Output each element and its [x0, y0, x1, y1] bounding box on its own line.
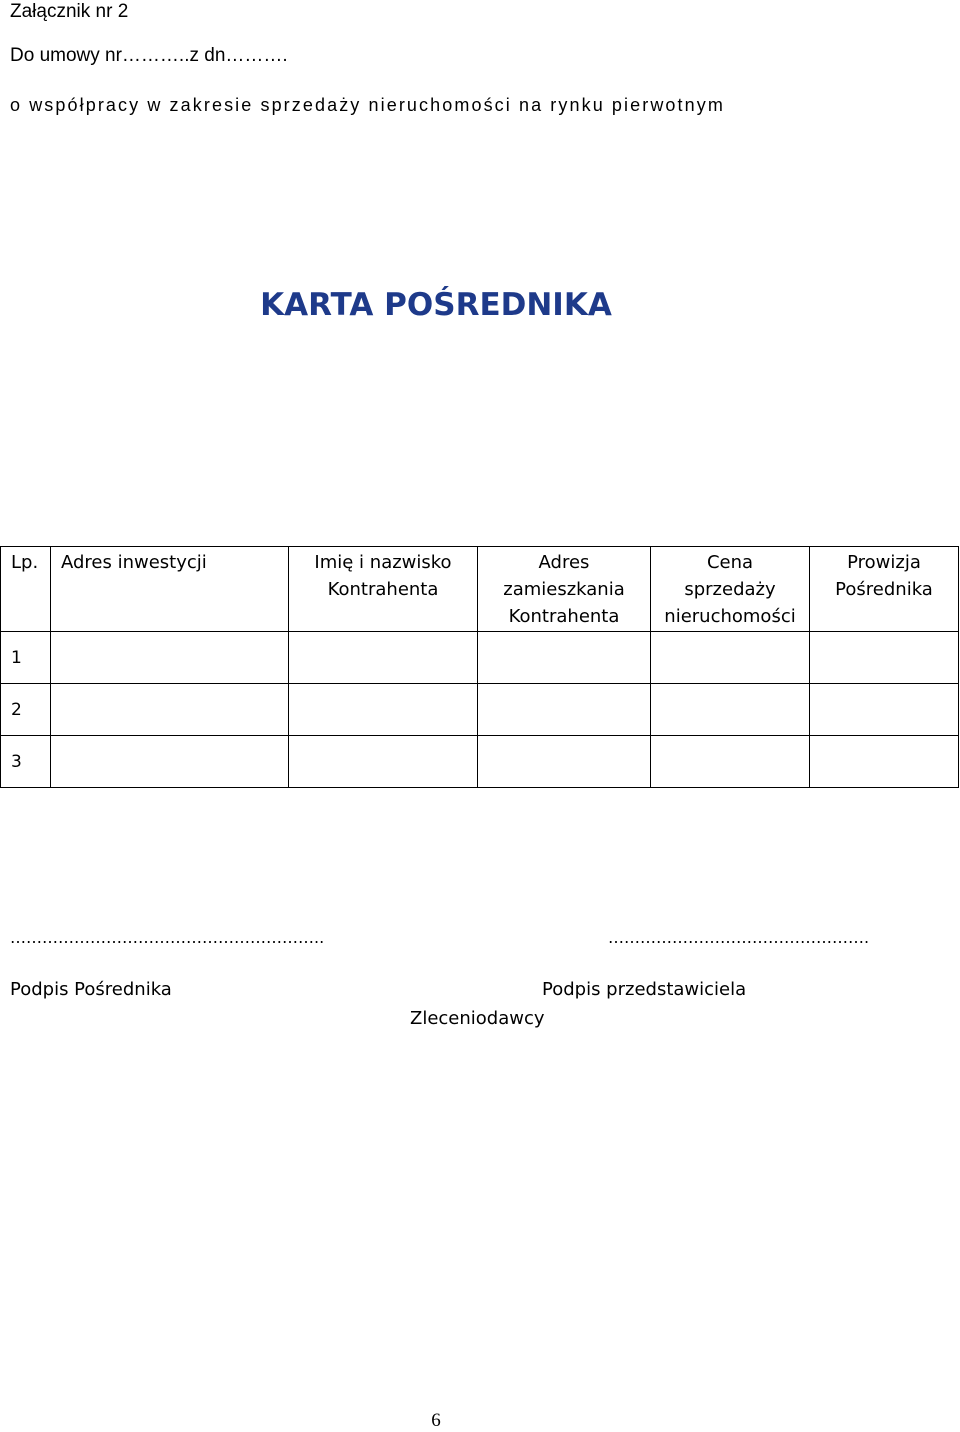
- col-header-contractor-name: [289, 547, 478, 632]
- table-row: [1, 632, 959, 684]
- table-header-row: [1, 547, 959, 632]
- cell-investment-address[interactable]: [51, 632, 289, 684]
- col-header-sale-price: [651, 547, 810, 632]
- col-header-contractor-name-line1: Imię i nazwisko: [314, 552, 452, 573]
- col-header-sale-price-line1: Cena: [706, 552, 754, 573]
- client-signature-label: Podpis przedstawiciela: [542, 979, 747, 1000]
- col-header-commission-line1: Prowizja: [847, 552, 921, 573]
- cell-contractor-name[interactable]: [289, 736, 478, 788]
- col-header-contractor-name-line2: Kontrahenta: [327, 579, 439, 600]
- annex-title: Załącznik nr 2: [10, 1, 129, 22]
- row-number: 3: [1, 736, 51, 788]
- cell-commission[interactable]: [810, 736, 959, 788]
- col-header-lp: Lp.: [1, 547, 51, 632]
- cell-contractor-name[interactable]: [289, 684, 478, 736]
- cell-contractor-name[interactable]: [289, 632, 478, 684]
- cell-sale-price[interactable]: [651, 632, 810, 684]
- cell-sale-price[interactable]: [651, 684, 810, 736]
- cell-investment-address[interactable]: [51, 684, 289, 736]
- col-header-sale-price-line3: nieruchomości: [664, 606, 796, 627]
- broker-card-table: [0, 546, 959, 788]
- page-number: 6: [431, 1410, 441, 1431]
- cell-contractor-address[interactable]: [478, 736, 651, 788]
- col-header-contractor-address: [478, 547, 651, 632]
- col-header-investment-address: Adres inwestycji: [51, 547, 289, 632]
- client-signature-label-continued: Zleceniodawcy: [410, 1008, 545, 1029]
- col-header-sale-price-line2: sprzedaży: [684, 579, 776, 600]
- table-row: [1, 736, 959, 788]
- col-header-commission-line2: Pośrednika: [835, 579, 933, 600]
- row-number: 1: [1, 632, 51, 684]
- contract-reference: Do umowy nr………..z dn……….: [10, 45, 288, 66]
- col-header-contractor-address-line3: Kontrahenta: [508, 606, 620, 627]
- row-number: 2: [1, 684, 51, 736]
- table-row: [1, 684, 959, 736]
- cell-sale-price[interactable]: [651, 736, 810, 788]
- col-header-contractor-address-line2: zamieszkania: [503, 579, 625, 600]
- broker-signature-line[interactable]: …………………………………………………..: [10, 928, 325, 947]
- cell-commission[interactable]: [810, 684, 959, 736]
- page-title: KARTA POŚREDNIKA: [260, 287, 612, 323]
- cell-contractor-address[interactable]: [478, 632, 651, 684]
- col-header-contractor-address-line1: Adres: [538, 552, 590, 573]
- cell-contractor-address[interactable]: [478, 684, 651, 736]
- contract-subject: o współpracy w zakresie sprzedaży nieruchomości na rynku pierwotnym: [10, 95, 725, 115]
- cell-commission[interactable]: [810, 632, 959, 684]
- client-signature-line[interactable]: ………………………………………….: [608, 928, 870, 947]
- col-header-commission: [810, 547, 959, 632]
- broker-signature-label: Podpis Pośrednika: [10, 979, 172, 1000]
- cell-investment-address[interactable]: [51, 736, 289, 788]
